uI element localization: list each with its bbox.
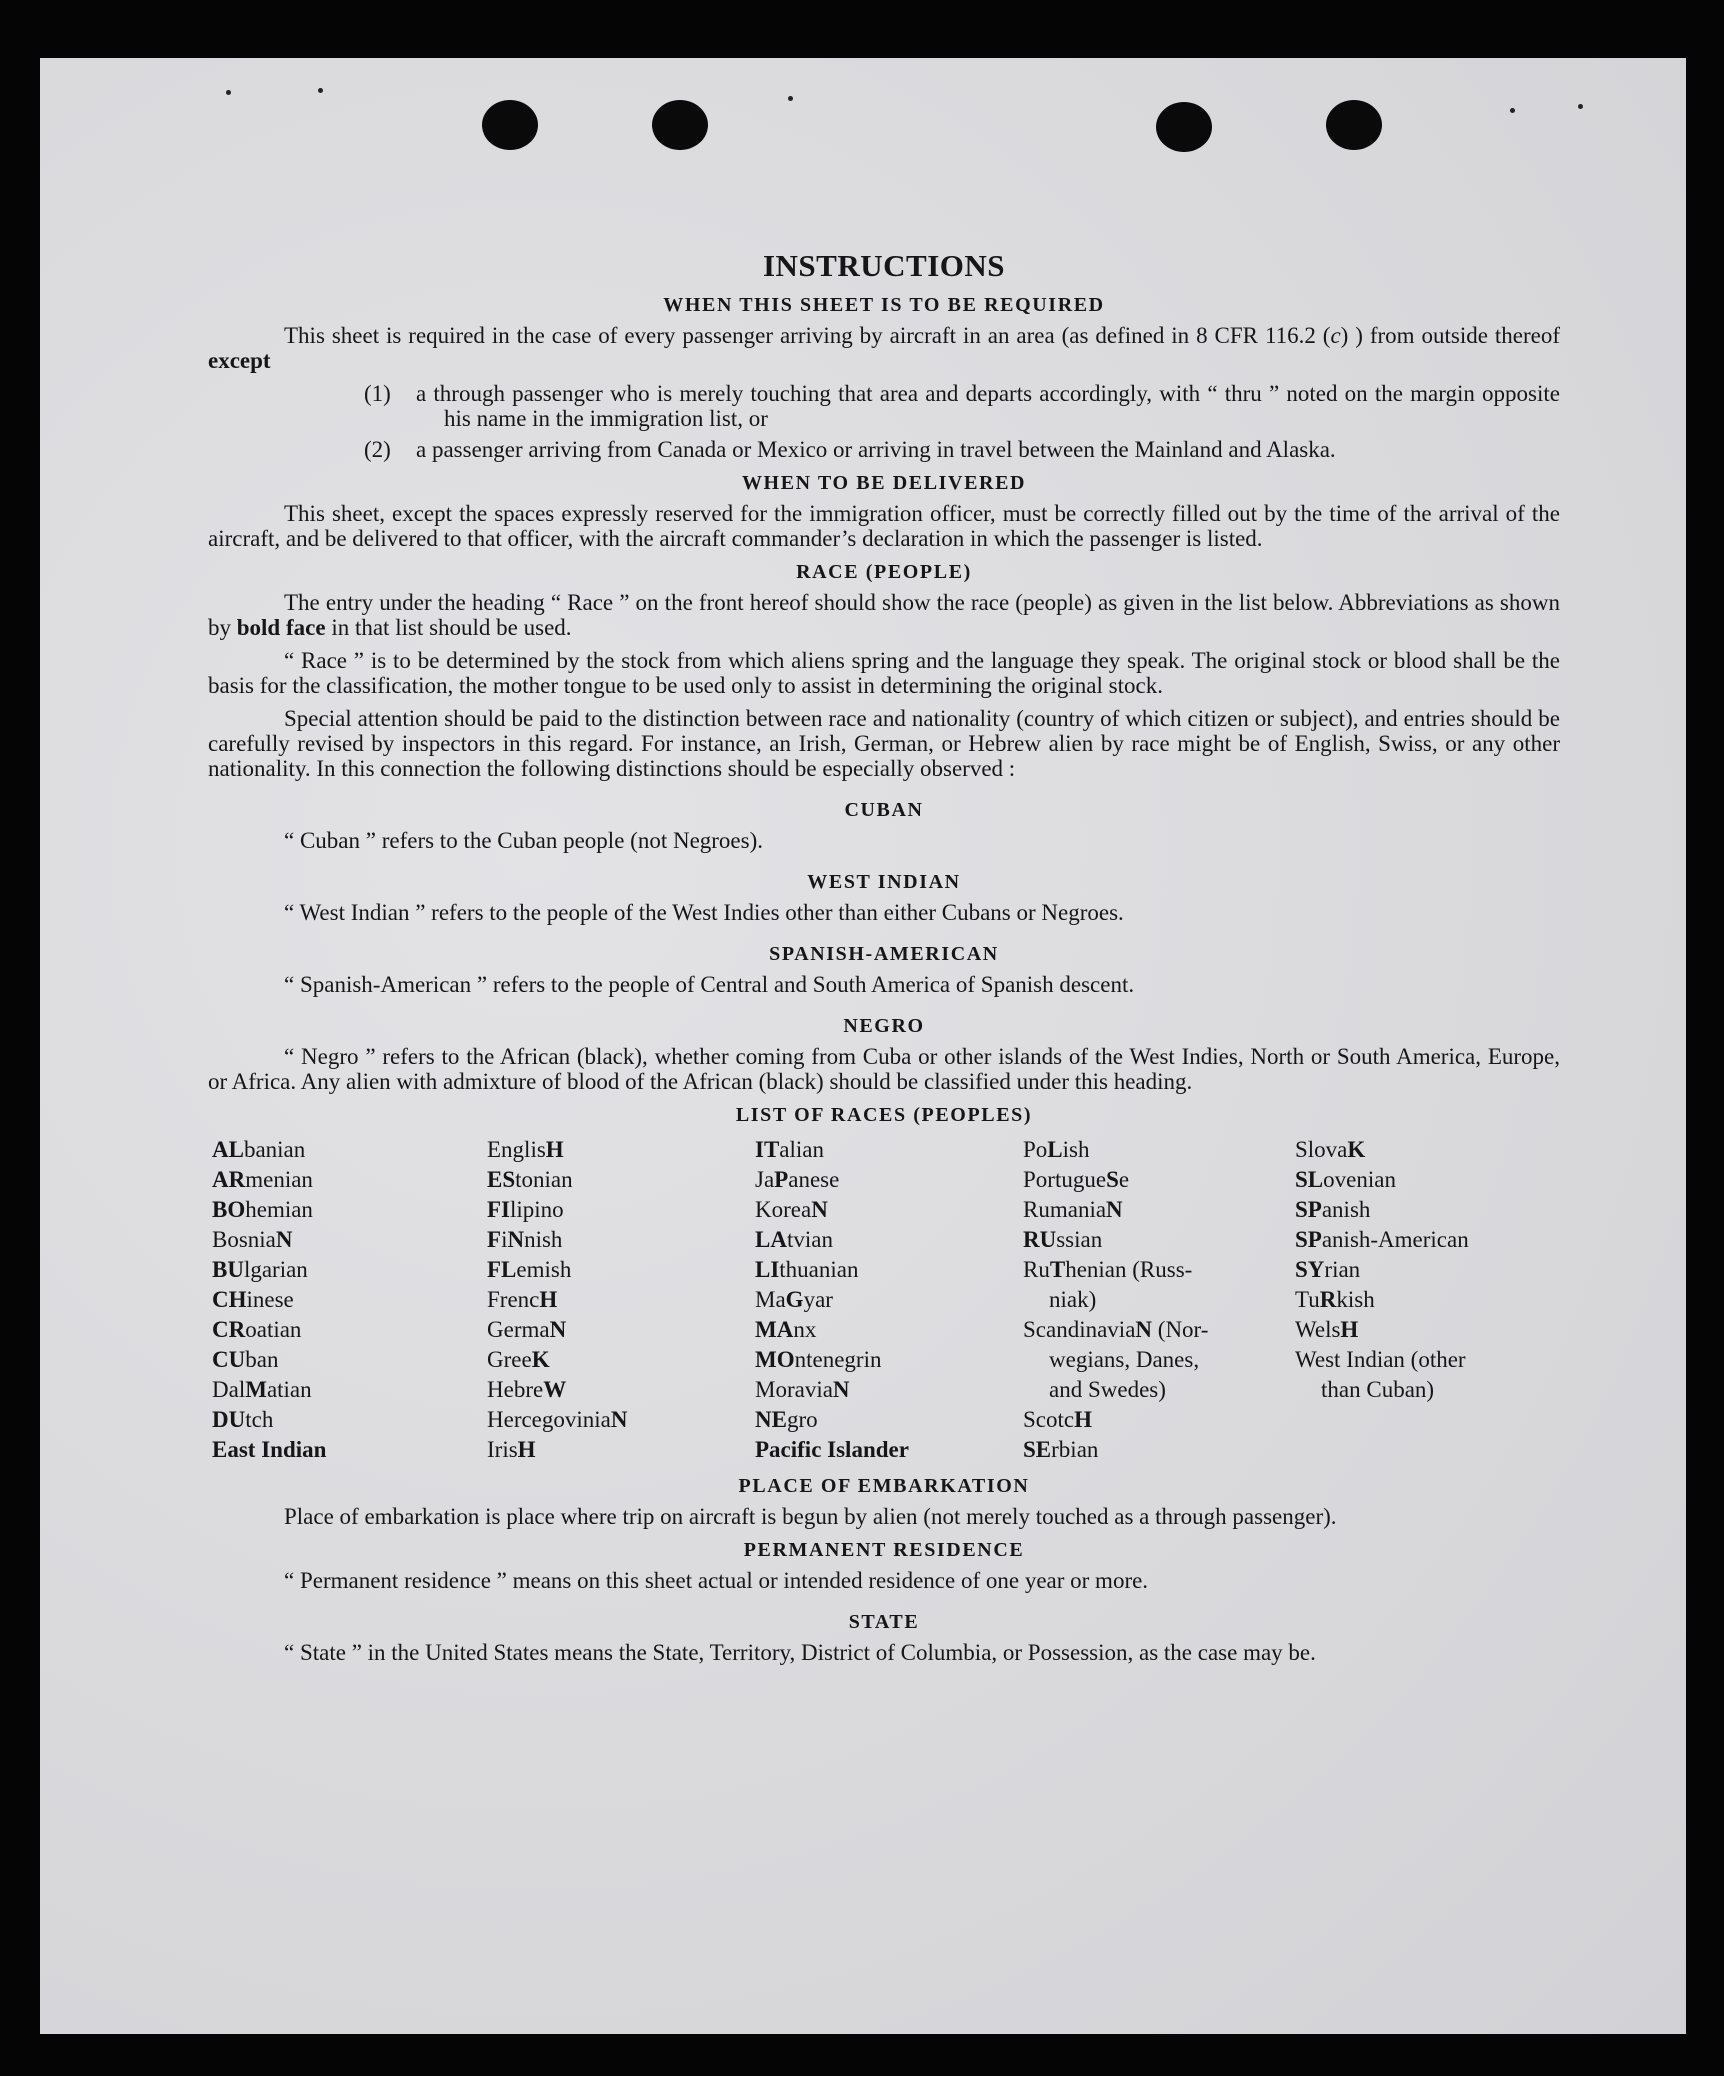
- paragraph-residence: “ Permanent residence ” means on this sheet actual or intended residence of one year or more.: [284, 1568, 1149, 1593]
- page-title: INSTRUCTIONS: [762, 248, 1005, 283]
- race-text: Slova: [1295, 1137, 1348, 1162]
- document-sheet: [40, 58, 1686, 2034]
- heading-state: STATE: [848, 1611, 920, 1633]
- race-entry: [212, 1165, 487, 1195]
- race-column: [755, 1135, 1023, 1465]
- race-entry: [755, 1345, 1023, 1375]
- race-abbrev: P: [774, 1167, 789, 1192]
- race-abbrev: LI: [755, 1257, 780, 1282]
- race-entry: [212, 1225, 487, 1255]
- race-entry: [487, 1195, 755, 1225]
- text-span: This sheet is required in the case of every passenger arriving by aircraft in an area (as defined in 8 CFR 116.2 (: [284, 323, 1331, 348]
- heading-residence: PERMANENT RESIDENCE: [743, 1539, 1025, 1561]
- race-text: (Nor-: [1152, 1317, 1209, 1342]
- item-number: (2): [364, 437, 391, 462]
- heading-spanish-american: SPANISH-AMERICAN: [769, 943, 999, 965]
- race-abbrev: IT: [755, 1137, 780, 1162]
- race-abbrev: FI: [487, 1197, 510, 1222]
- race-text: Rumania: [1023, 1197, 1107, 1222]
- race-abbrev: SP: [1295, 1197, 1322, 1222]
- race-abbrev: K: [531, 1347, 550, 1372]
- race-entry: [1023, 1435, 1295, 1465]
- race-text: alian: [779, 1137, 824, 1162]
- race-entry: [1023, 1345, 1295, 1375]
- race-entry: [1023, 1225, 1295, 1255]
- race-text: West Indian (other: [1295, 1347, 1466, 1372]
- race-text: e: [1118, 1167, 1130, 1192]
- race-entry: [1295, 1375, 1564, 1405]
- race-text: anese: [788, 1167, 840, 1192]
- race-abbrev: LA: [755, 1227, 787, 1252]
- paragraph-race-3: Special attention should be paid to the distinction between race and nationality (country of which citizen or subject), and entries should be carefully revised by inspectors in this regard. For instance, an Irish, German, or Hebrew alien by race might be of English, Swiss, or any other nationality. In this connection the following distinctions should be especially observed :: [208, 706, 1560, 781]
- race-text: Scandinavia: [1023, 1317, 1136, 1342]
- race-text: than Cuban): [1321, 1377, 1435, 1402]
- race-entry: [755, 1225, 1023, 1255]
- race-entry: [212, 1345, 487, 1375]
- race-text: ovenian: [1323, 1167, 1396, 1192]
- race-entry: [487, 1345, 755, 1375]
- race-text: ban: [245, 1347, 279, 1372]
- speck: [318, 88, 323, 93]
- race-abbrev: SY: [1295, 1257, 1325, 1282]
- race-abbrev: MA: [755, 1317, 794, 1342]
- race-entry: [1023, 1315, 1295, 1345]
- heading-when-required: WHEN THIS SHEET IS TO BE REQUIRED: [663, 294, 1105, 316]
- race-entry: [487, 1315, 755, 1345]
- race-text: atian: [266, 1377, 312, 1402]
- race-abbrev: BU: [212, 1257, 244, 1282]
- punch-hole: [1156, 102, 1212, 152]
- race-text: Gree: [487, 1347, 532, 1372]
- paragraph-state: “ State ” in the United States means the State, Territory, District of Columbia, or Possession, as the case may be.: [284, 1640, 1316, 1665]
- race-text: ish: [1062, 1137, 1090, 1162]
- race-entry: [755, 1285, 1023, 1315]
- race-text: Moravia: [755, 1377, 833, 1402]
- race-entry: [487, 1135, 755, 1165]
- paragraph-negro: “ Negro ” refers to the African (black), whether coming from Cuba or other islands of the West Indies, North or South America, Europe, or Africa. Any alien with admixture of blood of the African (black) should be classified under this heading.: [208, 1044, 1560, 1094]
- race-text: rbian: [1051, 1437, 1099, 1462]
- race-abbrev: R: [1319, 1287, 1337, 1312]
- race-text: niak): [1049, 1287, 1097, 1312]
- race-abbrev: N: [610, 1407, 628, 1432]
- race-entry: [1295, 1135, 1564, 1165]
- paragraph-cuban: “ Cuban ” refers to the Cuban people (not Negroes).: [284, 828, 764, 853]
- race-abbrev: M: [245, 1377, 267, 1402]
- race-abbrev: W: [543, 1377, 567, 1402]
- race-entry: [1023, 1375, 1295, 1405]
- text-span: in that list should be used.: [325, 615, 572, 640]
- race-abbrev: Pacific Islander: [755, 1437, 909, 1462]
- race-text: nish: [524, 1227, 563, 1252]
- race-entry: [1295, 1165, 1564, 1195]
- heading-negro: NEGRO: [843, 1015, 925, 1037]
- race-column: [1295, 1135, 1564, 1465]
- heading-west-indian: WEST INDIAN: [807, 871, 961, 893]
- race-entry: [1295, 1285, 1564, 1315]
- race-text: Po: [1023, 1137, 1048, 1162]
- race-text: i: [501, 1227, 508, 1252]
- race-text: gro: [786, 1407, 818, 1432]
- race-entry: [212, 1405, 487, 1435]
- race-text: yar: [803, 1287, 833, 1312]
- race-entry: [755, 1135, 1023, 1165]
- race-abbrev: N: [1135, 1317, 1153, 1342]
- race-entry: [1023, 1195, 1295, 1225]
- paragraph-race-1: [208, 590, 1560, 640]
- speck: [1578, 104, 1583, 109]
- race-abbrev: CR: [212, 1317, 246, 1342]
- race-text: Dal: [212, 1377, 246, 1402]
- text-span-bold: bold face: [236, 615, 326, 640]
- race-entry: [755, 1405, 1023, 1435]
- races-table: [212, 1135, 1560, 1465]
- race-text: wegians, Danes,: [1049, 1347, 1200, 1372]
- race-text: tonian: [515, 1167, 573, 1192]
- race-abbrev: AL: [212, 1137, 244, 1162]
- race-abbrev: East Indian: [212, 1437, 327, 1462]
- list-item: [364, 381, 1560, 431]
- race-text: Hercegovinia: [487, 1407, 611, 1432]
- race-entry: [212, 1255, 487, 1285]
- race-abbrev: NE: [755, 1407, 787, 1432]
- race-abbrev: T: [1049, 1257, 1066, 1282]
- paragraph-when-required: [208, 323, 1560, 373]
- heading-embarkation: PLACE OF EMBARKATION: [738, 1475, 1030, 1497]
- race-entry: [755, 1255, 1023, 1285]
- text-span: The entry under the heading “ Race ” on the front hereof should show the race (people) as given in the list below. Abbreviations as shown by: [208, 590, 1560, 640]
- race-entry: [1295, 1255, 1564, 1285]
- race-abbrev: K: [1347, 1137, 1366, 1162]
- race-abbrev: N: [832, 1377, 850, 1402]
- race-text: Portugue: [1023, 1167, 1107, 1192]
- race-abbrev: DU: [212, 1407, 246, 1432]
- speck: [226, 90, 231, 95]
- race-abbrev: FL: [487, 1257, 517, 1282]
- race-text: thuanian: [779, 1257, 859, 1282]
- race-abbrev: L: [1047, 1137, 1063, 1162]
- race-column: [212, 1135, 487, 1465]
- race-text: emish: [516, 1257, 572, 1282]
- race-text: tch: [245, 1407, 274, 1432]
- race-text: Ma: [755, 1287, 786, 1312]
- race-text: henian (Russ-: [1065, 1257, 1193, 1282]
- item-text: a passenger arriving from Canada or Mexico or arriving in travel between the Mainland and Alaska.: [416, 437, 1336, 462]
- heading-cuban: CUBAN: [844, 799, 924, 821]
- race-entry: [487, 1375, 755, 1405]
- race-abbrev: H: [1074, 1407, 1092, 1432]
- paragraph-embarkation: Place of embarkation is place where trip on aircraft is begun by alien (not merely touched as a through passenger).: [284, 1504, 1337, 1529]
- paragraph-west-indian: “ West Indian ” refers to the people of the West Indies other than either Cubans or Negroes.: [284, 900, 1124, 925]
- race-entry: [487, 1285, 755, 1315]
- race-entry: [755, 1315, 1023, 1345]
- race-column: [1023, 1135, 1295, 1465]
- paragraph-race-2: “ Race ” is to be determined by the stock from which aliens spring and the language they speak. The original stock or blood shall be the basis for the classification, the mother tongue to be used only to assist in determining the original stock.: [208, 648, 1560, 698]
- paragraph-when-delivered: This sheet, except the spaces expressly reserved for the immigration officer, must be correctly filled out by the time of the arrival of the aircraft, and be delivered to that officer, with the aircraft commander’s declaration in which the passenger is listed.: [208, 501, 1560, 551]
- race-abbrev: CU: [212, 1347, 246, 1372]
- race-text: Ru: [1023, 1257, 1050, 1282]
- race-entry: [755, 1165, 1023, 1195]
- list-item: [364, 437, 1560, 462]
- race-abbrev: G: [785, 1287, 804, 1312]
- race-column: [487, 1135, 755, 1465]
- race-text: banian: [243, 1137, 306, 1162]
- race-entry: [1295, 1225, 1564, 1255]
- speck: [788, 96, 793, 101]
- race-abbrev: RU: [1023, 1227, 1057, 1252]
- race-entry: [1295, 1195, 1564, 1225]
- race-text: Korea: [755, 1197, 812, 1222]
- race-text: Frenc: [487, 1287, 540, 1312]
- text-span: ) ) from outside thereof: [1340, 323, 1560, 348]
- race-entry: [1023, 1405, 1295, 1435]
- race-entry: [487, 1435, 755, 1465]
- race-text: and Swedes): [1049, 1377, 1166, 1402]
- race-abbrev: SL: [1295, 1167, 1324, 1192]
- punch-hole: [652, 100, 708, 150]
- race-text: anish-American: [1321, 1227, 1469, 1252]
- race-abbrev: N: [1106, 1197, 1123, 1222]
- race-text: kish: [1336, 1287, 1375, 1312]
- punch-hole: [482, 100, 538, 150]
- race-abbrev: SP: [1295, 1227, 1322, 1252]
- item-text: a through passenger who is merely touching that area and departs accordingly, with “ thru ” noted on the margin opposite his name in the immigration list, or: [416, 381, 1560, 431]
- race-text: menian: [245, 1167, 313, 1192]
- race-text: oatian: [245, 1317, 302, 1342]
- race-entry: [487, 1225, 755, 1255]
- race-text: Englis: [487, 1137, 546, 1162]
- heading-when-delivered: WHEN TO BE DELIVERED: [741, 472, 1027, 494]
- race-entry: [1023, 1135, 1295, 1165]
- race-text: rian: [1324, 1257, 1361, 1282]
- race-entry: [212, 1135, 487, 1165]
- race-text: nx: [793, 1317, 817, 1342]
- race-abbrev: SE: [1023, 1437, 1052, 1462]
- race-entry: [1295, 1315, 1564, 1345]
- race-text: Wels: [1295, 1317, 1341, 1342]
- race-text: Germa: [487, 1317, 550, 1342]
- race-abbrev: S: [1106, 1167, 1119, 1192]
- text-span-italic: c: [1330, 323, 1341, 348]
- race-abbrev: AR: [212, 1167, 246, 1192]
- race-entry: [1023, 1255, 1295, 1285]
- race-abbrev: N: [811, 1197, 828, 1222]
- race-abbrev: N: [549, 1317, 567, 1342]
- heading-list-of-races: LIST OF RACES (PEOPLES): [735, 1104, 1033, 1126]
- race-text: Hebre: [487, 1377, 544, 1402]
- race-entry: [487, 1255, 755, 1285]
- race-entry: [755, 1435, 1023, 1465]
- race-entry: [487, 1165, 755, 1195]
- paragraph-spanish-american: “ Spanish-American ” refers to the people of Central and South America of Spanish descent.: [284, 972, 1135, 997]
- race-text: lipino: [510, 1197, 564, 1222]
- heading-race: RACE (PEOPLE): [796, 561, 972, 583]
- race-abbrev: H: [517, 1437, 536, 1462]
- race-text: ntenegrin: [794, 1347, 882, 1372]
- race-entry: [487, 1405, 755, 1435]
- instructions-content: [208, 188, 1560, 1673]
- race-entry: [1295, 1345, 1564, 1375]
- race-text: anish: [1321, 1197, 1371, 1222]
- race-text: ssian: [1056, 1227, 1103, 1252]
- race-abbrev: H: [545, 1137, 564, 1162]
- race-text: hemian: [245, 1197, 313, 1222]
- race-text: lgarian: [243, 1257, 308, 1282]
- race-abbrev: CH: [212, 1287, 247, 1312]
- race-entry: [212, 1195, 487, 1225]
- race-abbrev: BO: [212, 1197, 246, 1222]
- punch-hole: [1326, 100, 1382, 150]
- race-entry: [755, 1375, 1023, 1405]
- race-abbrev: H: [1340, 1317, 1359, 1342]
- speck: [1510, 108, 1515, 113]
- race-text: Bosnia: [212, 1227, 276, 1252]
- race-text: Scotc: [1023, 1407, 1075, 1432]
- race-entry: [755, 1195, 1023, 1225]
- race-abbrev: F: [487, 1227, 502, 1252]
- race-text: inese: [246, 1287, 294, 1312]
- text-span-bold: except: [208, 348, 271, 373]
- race-entry: [212, 1435, 487, 1465]
- race-abbrev: H: [539, 1287, 558, 1312]
- race-text: Tu: [1295, 1287, 1320, 1312]
- item-number: (1): [364, 381, 391, 406]
- race-entry: [212, 1375, 487, 1405]
- race-abbrev: N: [275, 1227, 293, 1252]
- race-abbrev: MO: [755, 1347, 795, 1372]
- race-entry: [212, 1285, 487, 1315]
- race-text: tvian: [786, 1227, 833, 1252]
- race-entry: [1023, 1285, 1295, 1315]
- race-text: Iris: [487, 1437, 518, 1462]
- race-entry: [1023, 1165, 1295, 1195]
- race-abbrev: ES: [487, 1167, 516, 1192]
- race-abbrev: N: [507, 1227, 525, 1252]
- race-entry: [212, 1315, 487, 1345]
- race-text: Ja: [755, 1167, 775, 1192]
